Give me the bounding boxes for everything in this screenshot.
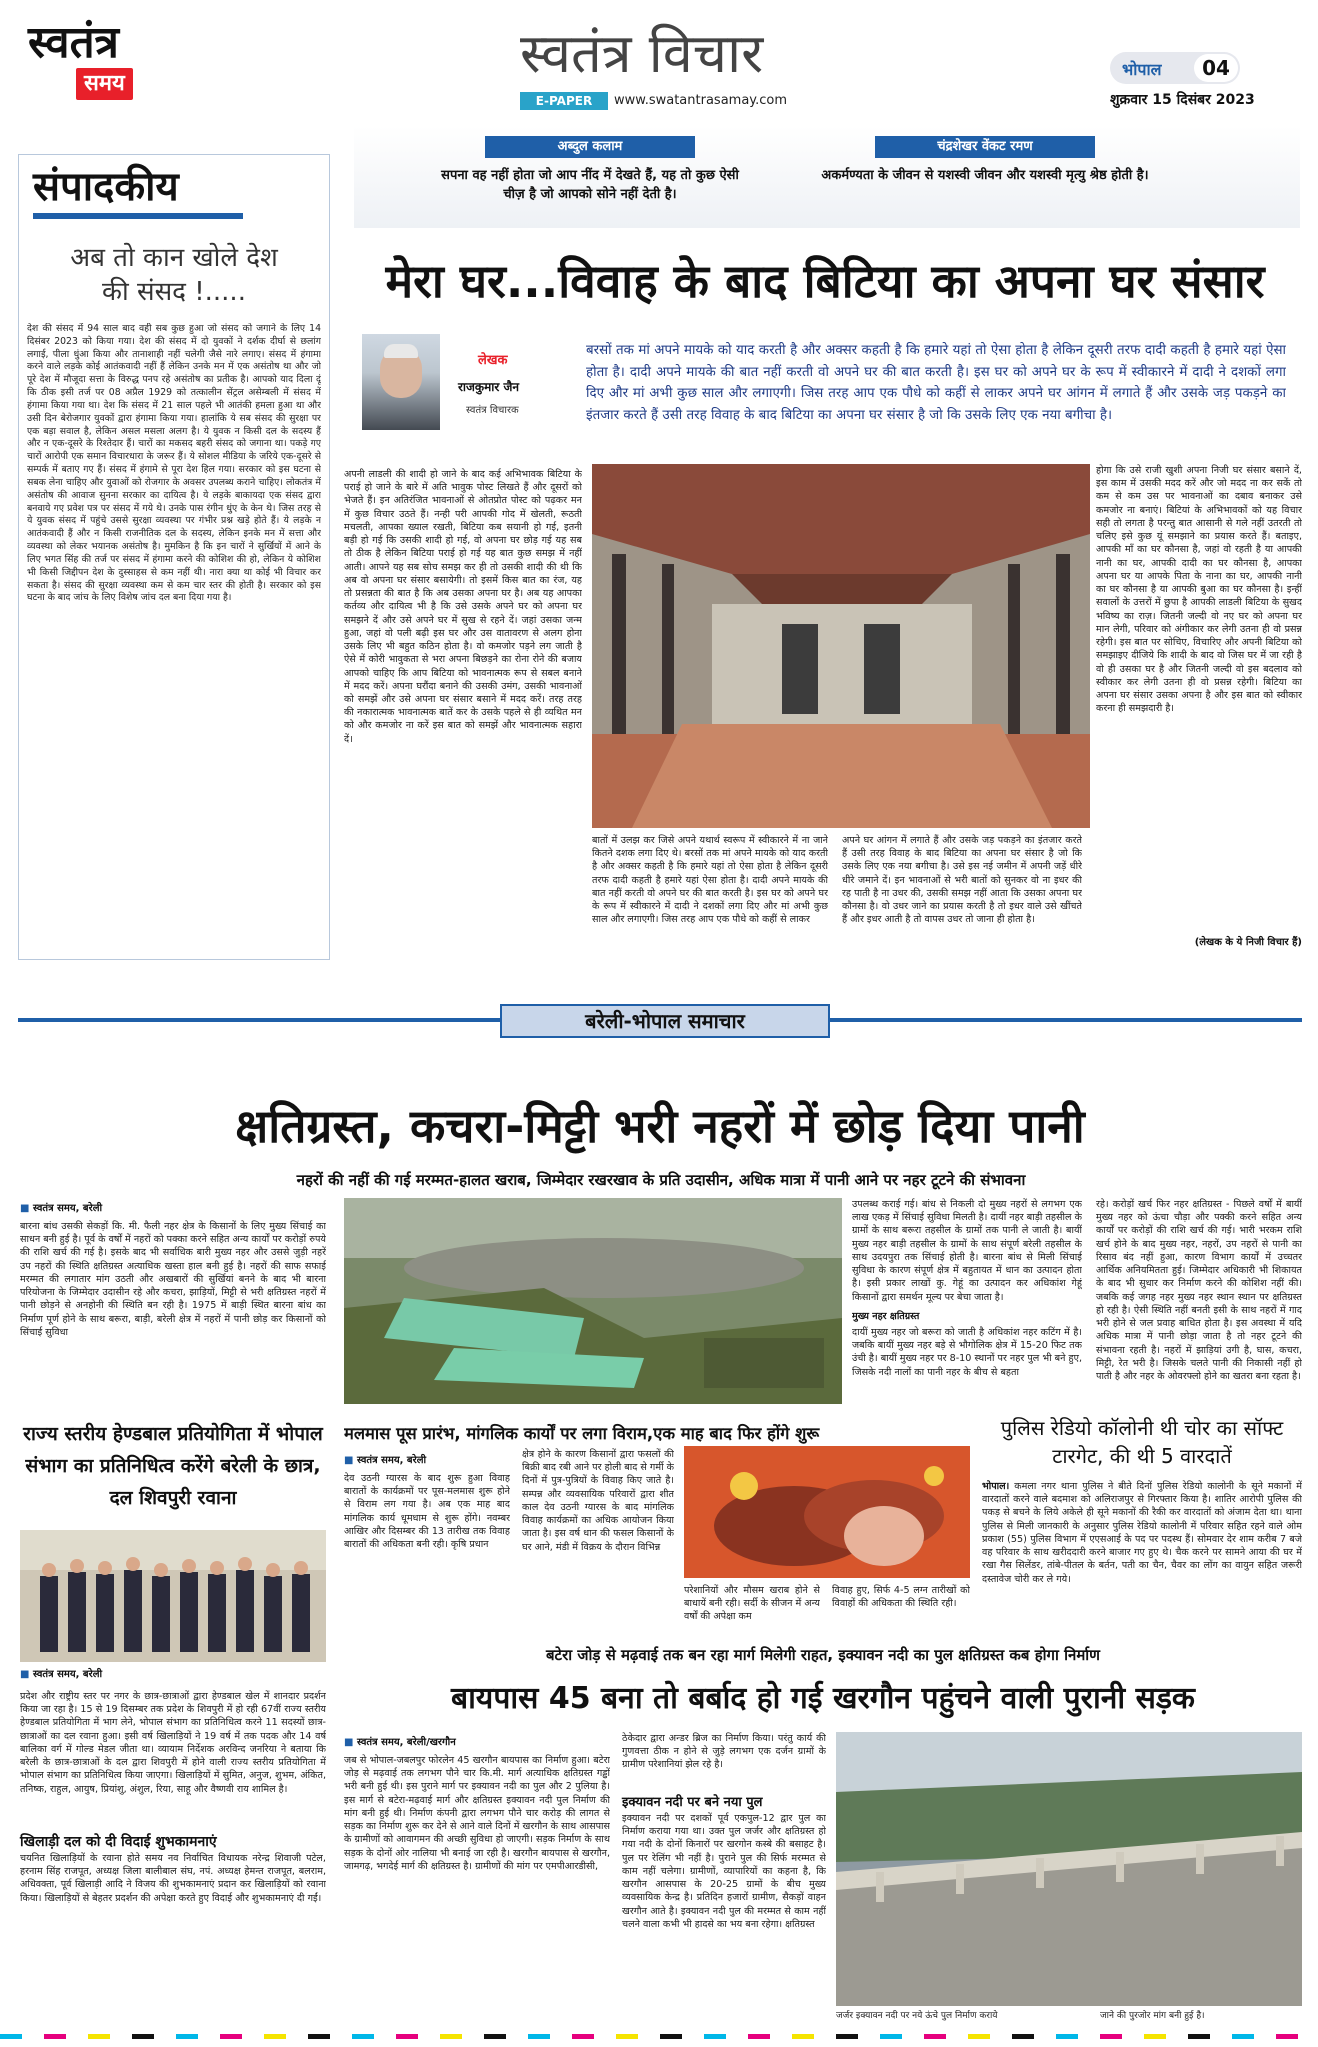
editorial-headline: अब तो कान खोले देश की संसद !.....: [70, 243, 278, 307]
bridge-photo: [836, 1732, 1302, 2006]
canal-col-1: बारना बांध उसकी सेकड़ों कि. मी. फैली नहर क्षेत्र के किसानों के लिए मुख्य सिंचाई का साधन बनी हुई है। पूर्व के वर्षों में नहरों को पक्का करने सहित अन्य कार्यों पर करोड़ों रुपये की राशि खर्च की गई है। इसके बाद भी सर्वाधिक बारी मुख्य नहर और उससे जुड़ी नहरें उप नहरों की स्थिति क्षतिग्रस्त अत्याधिक खस्ता हाल बनी हुई है। नहरों की साफ सफाई मरम्मत की लगातार मांग उठती और अखबारों की सुर्खियां बनने के बाद भी बारना परियोजना के जिम्मेदार उदासीन रहे और कचरा, झाड़ियों, मिट्टी से भरी क्षतिग्रस्त नहरों में पानी छोड़ने से अनहोनी की स्थिति बन रही है। 1975 में बाड़ी स्थित बारना बांध का निर्माण पूर्ण होने के साथ बरूरा, बाड़ी, बरेली क्षेत्र में नहरों में पानी छोड़ कर किसानों को सिंचाई सुविधा: [20, 1221, 326, 1338]
brand-line2: समय: [76, 68, 133, 100]
canal-headline: क्षतिग्रस्त, कचरा-मिट्टी भरी नहरों में छोड़ दिया पानी: [235, 1099, 1085, 1153]
bypass-col-1: जब से भोपाल-जबलपुर फोरलेन 45 खरगौन बायपास का निर्माण हुआ। बटेरा जोड़ से मढ़वाई तक लगभग पौने चार कि.मी. मार्ग अत्याधिक क्षतिग्रस्त गड्ढों भरी बनी हुई थी। इस पुराने मार्ग पर इक्यावन नदी का पुल और 2 पुलिया है। इस मार्ग से बटेरा-मढ़वाई मार्ग और क्षतिग्रस्त इक्यावन नदी पुल निर्माण की मांग बनी हुई थी। निर्माण कंपनी द्वारा लगभग पौने चार करोड़ की लागत से सड़क का निर्माण शुरू कर देने से आने वाले दिनों में खरगौन के साथ आसपास के ग्रामीणों को आवागमन की अच्छी सुविधा हो जाएगी। सड़क निर्माण के साथ सड़क के दोनों ओर नालिया भी बनाई जा रही है। खरगौन बायपास से खरगौन, जामगढ़, भगदेई मार्ग की क्षतिग्रस्त है। ग्रामीणों की मांग पर एमपीआरडीसी,: [344, 1755, 610, 1872]
handball-byline: ■ स्वतंत्र समय, बरेली: [20, 1666, 102, 1680]
editorial-column: [18, 154, 330, 960]
quote-card-2: [820, 136, 1150, 224]
police-body: [982, 1480, 1302, 1626]
registration-bar: [0, 2034, 1318, 2039]
page-city-badge: [1110, 52, 1240, 84]
issue-date: शुक्रवार 15 दिसंबर 2023: [1110, 92, 1255, 108]
section-banner: [500, 1004, 830, 1038]
courtyard-photo: [592, 464, 1090, 828]
website-link[interactable]: www.swatantrasamay.com: [614, 93, 788, 108]
page-number: 04: [1194, 54, 1238, 82]
lead-col-3: अपने घर आंगन में लगाते हैं और उसके जड़ पकड़ने का इंतजार करते हैं उसी तरह विवाह के बाद बिटिया का अपना घर संसार है जो कि उसके लिए एक नया बगीचा है। उसे इस नई जमीन में अपनी जड़ें धीरे धीरे जमाने दें। इन भावनाओं से भरी बातों को सुनकर वो ना इधर की रह पाती है ना उधर की, उसकी समझ नहीं आता कि उसका अपना घर कौनसा है। वो उधर जाने का प्रयास करती है तो इधर वाले उसे खींचते हैं और इधर आती है तो वापस उधर तो जाना ही होता है।: [842, 835, 1082, 926]
quote-author-2: चंद्रशेखर वेंकट रमण: [875, 136, 1095, 158]
lead-disclaimer: (लेखक के ये निजी विचार हैं): [1194, 937, 1302, 948]
bypass-col-2b: इक्यावन नदी पर दशकों पूर्व एकपुल-12 द्वार पुल का निर्माण कराया गया था। उक्त पुल जर्जर और क्षतिग्रस्त हो गया नदी के दोनों किनारों पर खरगोन कस्बे की बसाहट है। पुल पर रेलिंग भी नहीं है। पुराने पुल की सिर्फ मरम्मत से काम नहीं चलेगा। ग्रामीणों, व्यापारियों का कहना है, कि खरगौन आसपास के 20-25 ग्रामों के बीच मुख्य व्यवसायिक केन्द्र है। प्रतिदिन हजारों ग्रामीण, सैकड़ों वाहन खरगौन आते है। इक्यावन नदी पुल की मरम्मत से काम नहीं चलने वाला कभी भी हादसे का भय बना रहेगा। क्षतिग्रस्त: [622, 1813, 826, 1930]
author-label: लेखक: [478, 353, 508, 368]
canal-col-2: उपलब्ध कराई गई। बांध से निकली दो मुख्य नहरों से लगभग एक लाख एकड़ में सिंचाई सुविधा मिलती है। दायीं नहर बाड़ी तहसील के ग्रामों के साथ बरूरा तहसील के ग्रामों तक पानी ले जाती है। बायीं मुख्य नहर बाड़ी तहसील के ग्रामों के साथ संपूर्ण बरेली तहसील के साथ उदयपुरा तक सिंचाई होती है। बारना बांध से मिली सिंचाई सुविधा के कारण संपूर्ण क्षेत्र में बहुतायत में धान का उत्पादन होता है। इसी प्रकार लाखों कु. गेहूं का उत्पादन कर अधिकांश गेहूं किसानों द्वारा समर्थन मूल्य पर बेचा जाता है।: [852, 1199, 1082, 1303]
bypass-byline: ■ स्वतंत्र समय, बरेली/खरगौन: [344, 1734, 456, 1748]
canal-col-2b: दायीं मुख्य नहर जो बरूरा को जाती है अधिकांश नहर कटिंग में है। जबकि बायीं मुख्य नहर बड़े से भौगोलिक क्षेत्र में 15-20 फिट तक उंची है। बायीं मुख्य नहर पर 8-10 स्थानों पर नहर पुल भी बने हुए, जिसके नदी नालों का पानी नहर के बीच से बहता: [852, 1327, 1082, 1378]
editorial-label: संपादकीय: [33, 161, 243, 219]
lead-headline: मेरा घर...विवाह के बाद बिटिया का अपना घर संसार: [385, 254, 1265, 308]
quote-text-2: अकर्मण्यता के जीवन से यशस्वी जीवन और यशस्वी मृत्यु श्रेष्ठ होती है।: [821, 168, 1149, 183]
handball-body-2: चयनित खिलाड़ियों के रवाना होते समय नव निर्वाचित विधायक नरेन्द्र शिवाजी पटेल, हरनाम सिंह राजपूत, अध्यक्ष जिला बालीबाल संघ, नपं. अध्यक्ष हेमन्त राजपूत, बलराम, अधिवक्ता, पूर्व खिलाड़ी आदि ने विजय की शुभकामनाएं प्रदान कर खिलाड़ियों को रवाना किया। खिलाड़ियों से बेहतर प्रदर्शन की अपेक्षा करते हुए विदाई और शुभकामनाएं दी गईं।: [20, 1853, 326, 1904]
canal-subhead-2: मुख्य नहर क्षतिग्रस्त: [852, 1311, 920, 1322]
bypass-kicker: बटेरा जोड़ से मढ़वाई तक बन रहा मार्ग मिलेगी राहत, इक्यावन नदी का पुल क्षतिग्रस्त कब होगा निर्माण: [545, 1646, 1101, 1664]
brand-logo: [28, 18, 178, 106]
wedding-photo: [684, 1446, 970, 1578]
editorial-body: देश की संसद में 94 साल बाद वही सब कुछ हुआ जो संसद को जगाने के लिए 14 दिसंबर 2023 को किया गया। देश की संसद में दो युवकों ने दर्शक दीर्घा से छलांग लगाई, पीला धुंआ किया और तानाशाही नहीं चलेगी जैसे नारे लगाए। संसद में हंगामा करने वाले लड़के कोई आतंकवादी नहीं हैं लेकिन उनके मन में एक असंतोष था और जो पूरे देश में मौजूदा सत्ता के विरुद्ध पनप रहे असंतोष का प्रतीक है। आपको याद दिला दूं कि ठीक इसी तर्ज पर 08 अप्रैल 1929 को तत्कालीन सेंट्रल असेम्बली में संसद में हंगामा किया गया था। देश कि संसद में 21 साल पहले भी आतंकी हमला हुआ था और उसी दिन बेरोजगार युवकों द्वारा हंगामा किया गया। हालांकि ये सब संसद की सुरक्षा पर एक बड़ा सवाल है, लेकिन असल मसला अलग है। ये युवक न किसी दल के सदस्य हैं और न एक-दूसरे के रिश्तेदार हैं। चारों का मकसद बहरी संसद को जगाना था। पकड़े गए चारों आरोपी एक समान विचारधारा के जरूर हैं। ये सोशल मीडिया के जरिये एक-दूसरे से सम्पर्क में बताए गए हैं। संसद में हंगामे से पूरा देश हिल गया। सरकार को इस घटना से सबक लेना चाहिए और युवाओं को रोजगार के अवसर उपलब्ध कराने चाहिए। लोकतंत्र में असंतोष की आवाज सुनना सरकार का दायित्व है। ये लड़के बाकायदा एक संसद द्वारा बनवाये गए प्रवेश पत्र पर संसद में गये थे। उनके पास रंगीन धुंए के केन थे। जिस तरह से ये युवक संसद में पहुंचे उससे सुरक्षा व्यवस्था पर गंभीर प्रश्न खड़े होते हैं। ये लड़के न आतंकवादी हैं और न किसी राजनीतिक दल के सदस्य, लेकिन इनके मन में सत्ता और व्यवस्था को लेकर भयानक असंतोष है। मुमकिन है कि इन चारों ने सुर्खियों में आने के लिए भगत सिंह की तर्ज पर संसद में हंगामा करने की कोशिश की हो, लेकिन ये कोशिश भी किसी जिद्दीपन देश के दुस्साहस से कम नहीं थी। नारा क्या था कोई भी विचार कर सकता है। संसद की सुरक्षा व्यवस्था कम से कम चार स्तर की होती है। सरकार को इस घटना के बाद जांच के लिए विशेष जांच दल बना दिया गया है।: [27, 323, 321, 604]
police-headline: पुलिस रेडियो कॉलोनी थी चोर का सॉफ्ट टारगेट, की थी 5 वारदातें: [1000, 1416, 1284, 1468]
city-label: भोपाल: [1122, 60, 1162, 79]
courtyard-illustration: [592, 464, 1090, 828]
team-illustration: [20, 1530, 326, 1662]
bridge-caption-right: जाने की पुरजोर मांग बनी हुई है।: [1100, 2011, 1205, 2021]
bridge-caption-left: जर्जर इक्यावन नदी पर नये ऊंचे पुल निर्माण कराये: [836, 2011, 998, 2021]
quote-text-1: सपना वह नहीं होता जो आप नींद में देखते हैं, यह तो कुछ ऐसी चीज़ है जो आपको सोने नहीं देती है।: [441, 168, 739, 202]
malmas-col-2: क्षेत्र होने के कारण किसानों द्वारा फसलों की बिक्री बाद रबी आने पर होली बाद से गर्मी के दिनों में पुत्र-पुत्रियों के विवाह किए जाते है। सम्पन्न और व्यवसायिक परिवारों द्वारा शीत काल देव उठनी ग्यारस के बाद मांगलिक विवाह कार्यक्रमों का अधिक आयोजन किया जाता है। इस वर्ष धान की फसल किसानों के घर आने, मंडी में विक्रय के दौरान विभिन्न: [522, 1449, 674, 1553]
bypass-headline: बायपास 45 बना तो बर्बाद हो गई खरगौन पहुंचने वाली पुरानी सड़क: [451, 1681, 1195, 1716]
quote-card-1: [430, 136, 750, 224]
malmas-col-3a: परेशानियों और मौसम खराब होने से बाधायें बनी रही। सर्दी के सीजन में अन्य वर्षों की अपेक्षा कम: [684, 1585, 820, 1623]
lead-col-4: होगा कि उसे राजी खुशी अपना निजी घर संसार बसाने दें, इस काम में उसकी मदद करें और जो मदद ना कर सकें तो कम से कम उस पर भावनाओं का दबाव बनाकर उसे कमजोर ना बनाएं। बिटियां के अभिभावकों को यह विचार सही तो लगता है परन्तु बात आसानी से गले नहीं उतरती तो चलिए इसे कुछ यूं समझाने का प्रयास करते हैं। बताइए, आपकी माँ का घर कौनसा है, जहां वो रहती है या आपकी नानी का घर, आपकी दादी का घर कौनसा है, आपका अपना घर या आपके पिता के नाना का घर, आपकी नानी का घर कौनसा है या आपकी बुआ का घर कौनसा है। इन्हीं सवालों के उत्तरों में छुपा है आपकी लाडली बिटिया के सुखद भविष्य का राज़। जितनी जल्दी वो नए घर को अपना घर मान लेगी, परिवार को अंगीकार कर लेगी उतना ही वो प्रसन्न रहेगी। इस बात पर सोचिए, विचारिए और अपनी बिटिया को समझाइए दीजिये कि शादी के बाद वो जिस घर में जा रही है वो ही उसका घर है और जितनी जल्दी वो इस बदलाव को स्वीकार कर लेगी उतना ही वो प्रसन्न रहेगी। बिटिया का अपना घर संसार उसका अपना है और इस बात को स्वीकार करना ही समझदारी है।: [1096, 465, 1302, 715]
lead-col-1: अपनी लाडली की शादी हो जाने के बाद कई अभिभावक बिटिया के पराई हो जाने के बारे में अति भावुक पोस्ट लिखते हैं और दूसरों को भेजते हैं। इन अतिरंजित भावनाओं से ओतप्रोत पोस्ट को पढ़कर मन में कुछ विचार उठते हैं। नन्ही परी आपकी गोद में खेलती, रूठती मचलती, आपका ख्याल रखती, बिटिया कब सयानी हो गई, इतनी बड़ी हो गई कि उसकी शादी हो गई, वो अपना घर छोड़ गई यह सब तो ठीक है लेकिन बिटिया पराई हो गई यह बात कुछ समझ में नहीं आती। आपने यह सब सोच समझ कर ही तो उसकी शादी की थी कि अब वो अपना घर संसार बसायेगी। तो इसमें किस बात का रंज, यह तो प्रसन्नता की बात है कि अब उसका अपना घर है। अब यह आपका कर्तव्य और दायित्व भी है कि उसे उसके अपने घर को अपना घर समझने दें और उसे अपने घर में सुख से रहने दें। जहां उसका जन्म हुआ, जहां वो पली बढ़ी इस घर और उस वातावरण से अलग होना उसके लिए भी बहुत कठिन होता है। वो कमजोर पड़ने लग जाती है ऐसे में कोरी भावुकता से भरा अपना बिछड़ने का रोना रोने की बजाय आपको चाहिए कि आप बिटिया को भावनात्मक रूप से सबल बनाने में मदद करें। अपना घरौंदा बनाने की उसकी उमंग, उसकी भावनाओं को समझें और उसे अपना घर संसार बसाने में मदद करें। तरह तरह की नकारात्मक भावनात्मक बातें कर के उसके पहले से ही व्यथित मन को और कमजोर ना करें इस बात को समझें और भावनात्मक सहारा दें।: [344, 469, 582, 745]
lead-intro: बरसों तक मां अपने मायके को याद करती है और अक्सर कहती है कि हमारे यहां तो ऐसा होता है लेकिन दूसरी तरफ दादी कहती है हमारे यहां ऐसा होता है। दादी अपने मायके की बात नहीं करती वो अपने घर की बात करती है। इस घर को अपने घर के रूप में स्वीकारने में दादी ने दशकों लगा दिए और मां अभी कुछ साल और लगाएगी। जिस तरह आप एक पौधे को कहीं से लाकर अपने घर आंगन में लगाते हैं और उसके जड़ पकड़ने का इंतजार करते हैं उसी तरह विवाह के बाद बिटिया का अपना घर संसार है जो कि उसके लिए एक नया बगीचा है।: [586, 343, 1286, 423]
bypass-col-2a: ठेकेदार द्वारा अन्डर ब्रिज का निर्माण किया। परंतु कार्य की गुणवत्ता ठीक न होने से जुड़े लगभग एक दर्जन ग्रामों के ग्रामीण परेशानियां झेल रहे है।: [622, 1733, 826, 1771]
malmas-col-1: देव उठनी ग्यारस के बाद शुरू हुआ विवाह बारातों के कार्यक्रमों पर पूस-मलमास शुरू होने से विराम लग गया है। अब एक माह बाद मांगलिक कार्य धूमधाम से शुरू होंगे। नवम्बर आखिर और दिसम्बर की 13 तारीख तक विवाह बारातों की अधिकता बनी रही। कृषि प्रधान: [344, 1473, 510, 1551]
canal-subhead: नहरों की नहीं की गई मरम्मत-हालत खराब, जिम्मेदार रखरखाव के प्रति उदासीन, अधिक मात्रा में पानी आने पर नहर टूटने की संभावना: [296, 1171, 1026, 1189]
author-photo: [362, 334, 440, 430]
canal-col-3: रहे। करोड़ों खर्च फिर नहर क्षतिग्रस्त - पिछले वर्षों में बायीं मुख्य नहर को ऊंचा चौड़ा और पक्की करने सहित अन्य कार्यों पर करोड़ों की राशि खर्च की गई। भारी भरकम राशि खर्च होने के बाद मुख्य नहर, नहरों, उप नहरों से पानी का रिसाव बंद नहीं हुआ, कारण विभाग कार्यों में उच्चतर आर्थिक अनियमितता हुई। जिम्मेदार अधिकारी भी शिकायत के बाद भी सुधार कर निर्माण करने की कोशिश नहीं की। जबकि कई जगह नहर मुख्य नहर स्थान स्थान पर क्षतिग्रस्त हो रही है। ऐसी स्थिति नहीं बनती इसी के साथ नहरों में गाद भरी होने से जल प्रवाह बाधित होता है। इस अवस्था में यदि अधिक मात्रा में पानी छोड़ा जाता है तो नहर टूटने की संभावना रहती है। नहरों में झाड़ियां उगी है, घास, कचरा, मिट्टी, रेत भरी है। जिसके चलते पानी की निकासी नहीं हो पाती है और नहर के ओवरफ्लो होने का खतरा बना रहता है।: [1096, 1199, 1302, 1383]
handball-subhead: खिलाड़ी दल को दी विदाई शुभकामनाएं: [20, 1834, 217, 1850]
canal-illustration: [344, 1198, 842, 1404]
malmas-byline: ■ स्वतंत्र समय, बरेली: [344, 1452, 426, 1466]
handball-headline: राज्य स्तरीय हेण्डबाल प्रतियोगिता में भोपाल संभाग का प्रतिनिधित्व करेंगे बरेली के छात्र, दल शिवपुरी रवाना: [23, 1423, 323, 1509]
section-banner-label: बरेली-भोपाल समाचार: [585, 1009, 745, 1033]
author-desc: स्वतंत्र विचारक: [466, 405, 519, 416]
canal-photo: [344, 1198, 842, 1404]
police-text: कमला नगर थाना पुलिस ने बीते दिनों पुलिस रेडियो कालोनी के सूने मकानों में वारदातों करने वाले बदमाश को अलिराजपुर से गिरफ्तार किया है। शातिर आरोपी पुलिस की पकड़ से बचने के लिये अकेले ही सूने मकानों की रैकी कर वारदातों को अंजाम देता था। थाना पुलिस से मिली जानकारी के अनुसार पुलिस रेडियो कालोनी में परिवार सहित रहने वाले ओम प्रकाश (55) पुलिस विभाग में एएसआई के पद पर पदस्थ हैं। सोमवार देर शाम करीब 7 बजे वह परिवार के साथ खरीददारी करने बाजार गए हुए थे। चैक करने पर सामने आया की घर में रखा गैस सिलेंडर, तांबे-पीतल के बर्तन, पती का चैन, चैवर का लोंग का वायुन सहित जरूरी दस्तावेज चोरी कर ले गये।: [982, 1481, 1302, 1585]
paper-title: स्वतंत्र विचार: [520, 22, 764, 85]
handball-body: प्रदेश और राष्ट्रीय स्तर पर नगर के छात्र-छात्राओं द्वारा हेण्डबाल खेल में शानदार प्रदर्शन किया जा रहा है। 15 से 19 दिसम्बर तक प्रदेश के शिवपुरी में हो रही 67वीं राज्य स्तरीय हेण्डबाल प्रतियोगिता में भाग लेने, भोपाल संभाग का प्रतिनिधित्व करने 11 सदस्यों छात्र-छात्राओं का दल रवाना हुआ। इसी वर्ष खिलाड़ियों ने 19 वर्ष में तक पदक और 14 वर्ष बालिका वर्ग में गोल्ड मेडल जीता था। व्यायाम निर्देशक अरविन्द जनरिया ने बताया कि बरेली के छात्र-छात्राओं के दल द्वारा शिवपुरी में होने वाली राज्य स्तरीय प्रतियोगिता में भोपाल संभाग का प्रतिनिधित्व किया जाएगा। खिलाड़ियों में सुमित, अनुज, शुभम, अंकित, तनिष्क, राहुल, आयुष, प्रियांशु, अंशुल, रिया, साहू और वैष्णवी राय शामिल है।: [20, 1691, 326, 1795]
author-name: राजकुमार जैन: [458, 380, 520, 394]
brand-line1: स्वतंत्र: [28, 17, 119, 68]
lead-col-2: बातों में उलझ कर जिसे अपने यथार्थ स्वरूप में स्वीकारने में ना जाने कितने दशक लगा दिए थे। बरसों तक मां अपने मायके को याद करती है और अक्सर कहती है कि हमारे यहां तो ऐसा होता है लेकिन दूसरी तरफ दादी कहती है हमारे यहां ऐसा होता है। दादी अपने मायके की बात नहीं करती वो अपने घर की बात करती है। इस घर को अपने घर के रूप में स्वीकारने में दादी ने दशकों लगा दिए और मां अभी कुछ साल और लगाएगी। जिस तरह आप एक पौधे को कहीं से लाकर: [592, 835, 828, 926]
malmas-col-3b: विवाह हुए, सिर्फ 4-5 लग्न तारीखों को विवाहों की अधिकता की स्थिति रही।: [832, 1585, 970, 1610]
handball-photo: [20, 1530, 326, 1662]
police-city: भोपाल।: [982, 1481, 1010, 1492]
bypass-subhead: इक्यावन नदी पर बने नया पुल: [622, 1795, 763, 1810]
canal-byline: ■ स्वतंत्र समय, बरेली: [20, 1200, 102, 1214]
malmas-headline: मलमास पूस प्रारंभ, मांगलिक कार्यों पर लगा विराम,एक माह बाद फिर होंगे शुरू: [344, 1424, 820, 1443]
bridge-illustration: [836, 1732, 1302, 2006]
wedding-illustration: [684, 1446, 970, 1578]
epaper-badge: E-PAPER: [520, 92, 608, 110]
quote-author-1: अब्दुल कलाम: [485, 136, 695, 158]
